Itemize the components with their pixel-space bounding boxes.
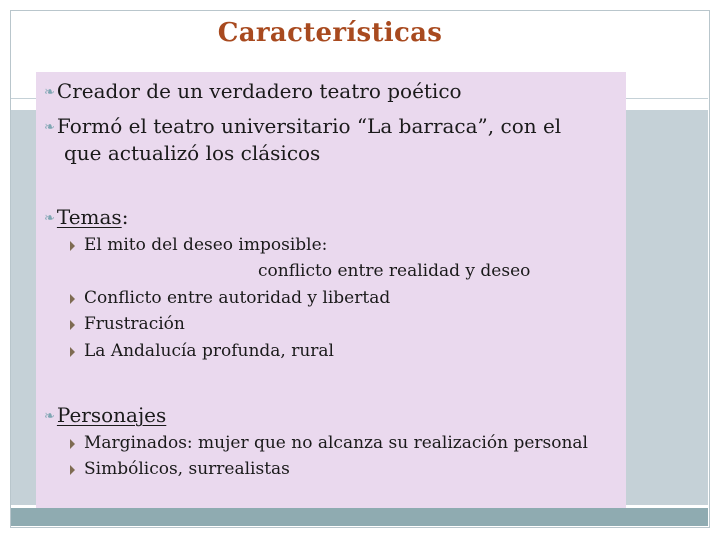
ornament-bullet-icon: ❧: [44, 409, 55, 424]
triangle-bullet-icon: [70, 241, 75, 251]
sub-bullet-item: [84, 432, 588, 454]
sub-bullet-text: Frustración: [84, 314, 185, 334]
sub-bullet-item: [84, 287, 390, 309]
sub-bullet-item: [84, 458, 290, 480]
ornament-bullet-icon: ❧: [44, 85, 55, 100]
bullet-continuation: que actualizó los clásicos: [64, 141, 321, 165]
bullet-text: Creador de un verdadero teatro poético: [56, 79, 462, 103]
triangle-bullet-icon: [70, 294, 75, 304]
slide-title: Características: [217, 18, 443, 48]
bullet-text: Formó el teatro universitario “La barraca”, con el: [56, 114, 562, 138]
sub-bullet-text: Conflicto entre autoridad y libertad: [84, 288, 391, 308]
ornament-bullet-icon: ❧: [44, 211, 55, 226]
sub-bullet-item: [84, 340, 334, 362]
sub-bullet-text: Simbólicos, surrealistas: [84, 459, 290, 479]
colon: :: [121, 205, 129, 229]
sub-bullet-item: [84, 313, 185, 335]
ornament-bullet-icon: ❧: [44, 120, 55, 135]
bullet-item: [44, 204, 128, 232]
sub-bullet-continuation: conflicto entre realidad y deseo: [258, 261, 531, 281]
sub-bullet-item: [84, 234, 327, 256]
triangle-bullet-icon: [70, 439, 75, 449]
sub-bullet-text: La Andalucía profunda, rural: [84, 341, 334, 361]
bullet-item: [44, 78, 462, 106]
section-heading-temas: Temas: [56, 205, 122, 229]
triangle-bullet-icon: [70, 320, 75, 330]
section-heading-personajes: Personajes: [56, 403, 167, 427]
triangle-bullet-icon: [70, 465, 75, 475]
sub-bullet-text: El mito del deseo imposible:: [84, 235, 328, 255]
footer-strip: [11, 508, 708, 526]
triangle-bullet-icon: [70, 347, 75, 357]
bullet-item: [44, 113, 561, 141]
bullet-item: [44, 402, 166, 430]
sub-bullet-text: Marginados: mujer que no alcanza su realización personal: [84, 433, 588, 453]
